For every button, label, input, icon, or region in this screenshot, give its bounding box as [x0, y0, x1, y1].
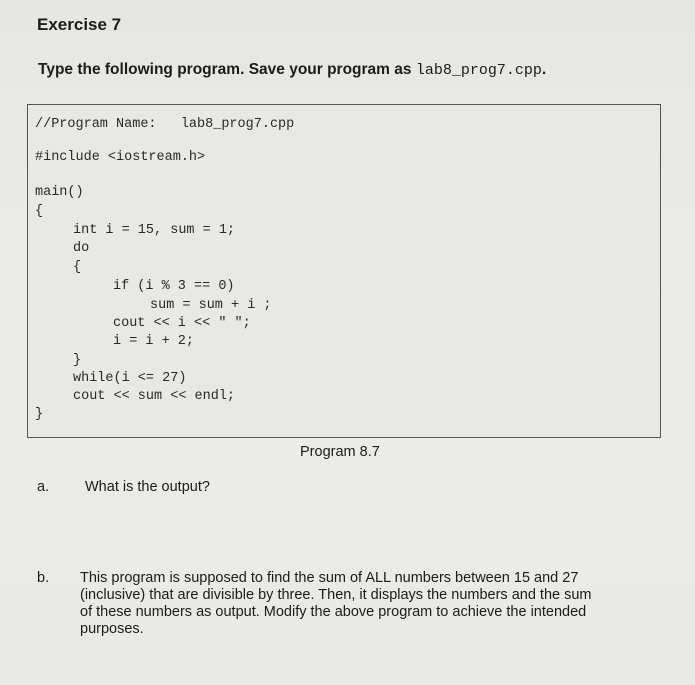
instruction-filename: lab8_prog7.cpp — [415, 62, 542, 79]
instruction-period: . — [541, 61, 547, 78]
code-line: sum = sum + i ; — [150, 298, 272, 313]
exercise-instruction — [38, 61, 546, 79]
code-line: #include <iostream.h> — [35, 150, 206, 165]
code-line: cout << i << " "; — [113, 316, 251, 331]
code-line: { — [73, 260, 82, 275]
code-line: { — [35, 204, 44, 219]
question-a-text — [85, 479, 210, 496]
code-line: cout << sum << endl; — [73, 389, 236, 404]
question-b-line: of these numbers as output. Modify the above program to achieve the intended — [80, 604, 587, 620]
question-b-text — [80, 570, 592, 638]
code-line: while(i <= 27) — [73, 371, 187, 386]
code-line: } — [35, 407, 44, 422]
question-b-line: (inclusive) that are divisible by three. Then, it displays the numbers and the sum — [80, 587, 592, 603]
exercise-heading: Exercise 7 — [37, 15, 122, 34]
instruction-text: Type the following program. Save your program as — [38, 61, 416, 78]
code-line: int i = 15, sum = 1; — [73, 223, 236, 238]
code-line: do — [73, 241, 90, 256]
code-line: //Program Name: lab8_prog7.cpp — [35, 117, 295, 132]
code-line: main() — [35, 185, 84, 200]
code-listing-box — [27, 104, 661, 438]
question-a-line: What is the output? — [85, 479, 210, 495]
program-caption: Program 8.7 — [300, 444, 380, 460]
code-line: if (i % 3 == 0) — [113, 279, 235, 294]
question-b-line: purposes. — [80, 621, 144, 637]
code-line: i = i + 2; — [113, 334, 195, 349]
code-line: } — [73, 353, 82, 368]
question-b-line: This program is supposed to find the sum of ALL numbers between 15 and 27 — [80, 570, 579, 586]
question-b-letter: b. — [37, 570, 50, 586]
question-a-letter: a. — [37, 479, 50, 495]
